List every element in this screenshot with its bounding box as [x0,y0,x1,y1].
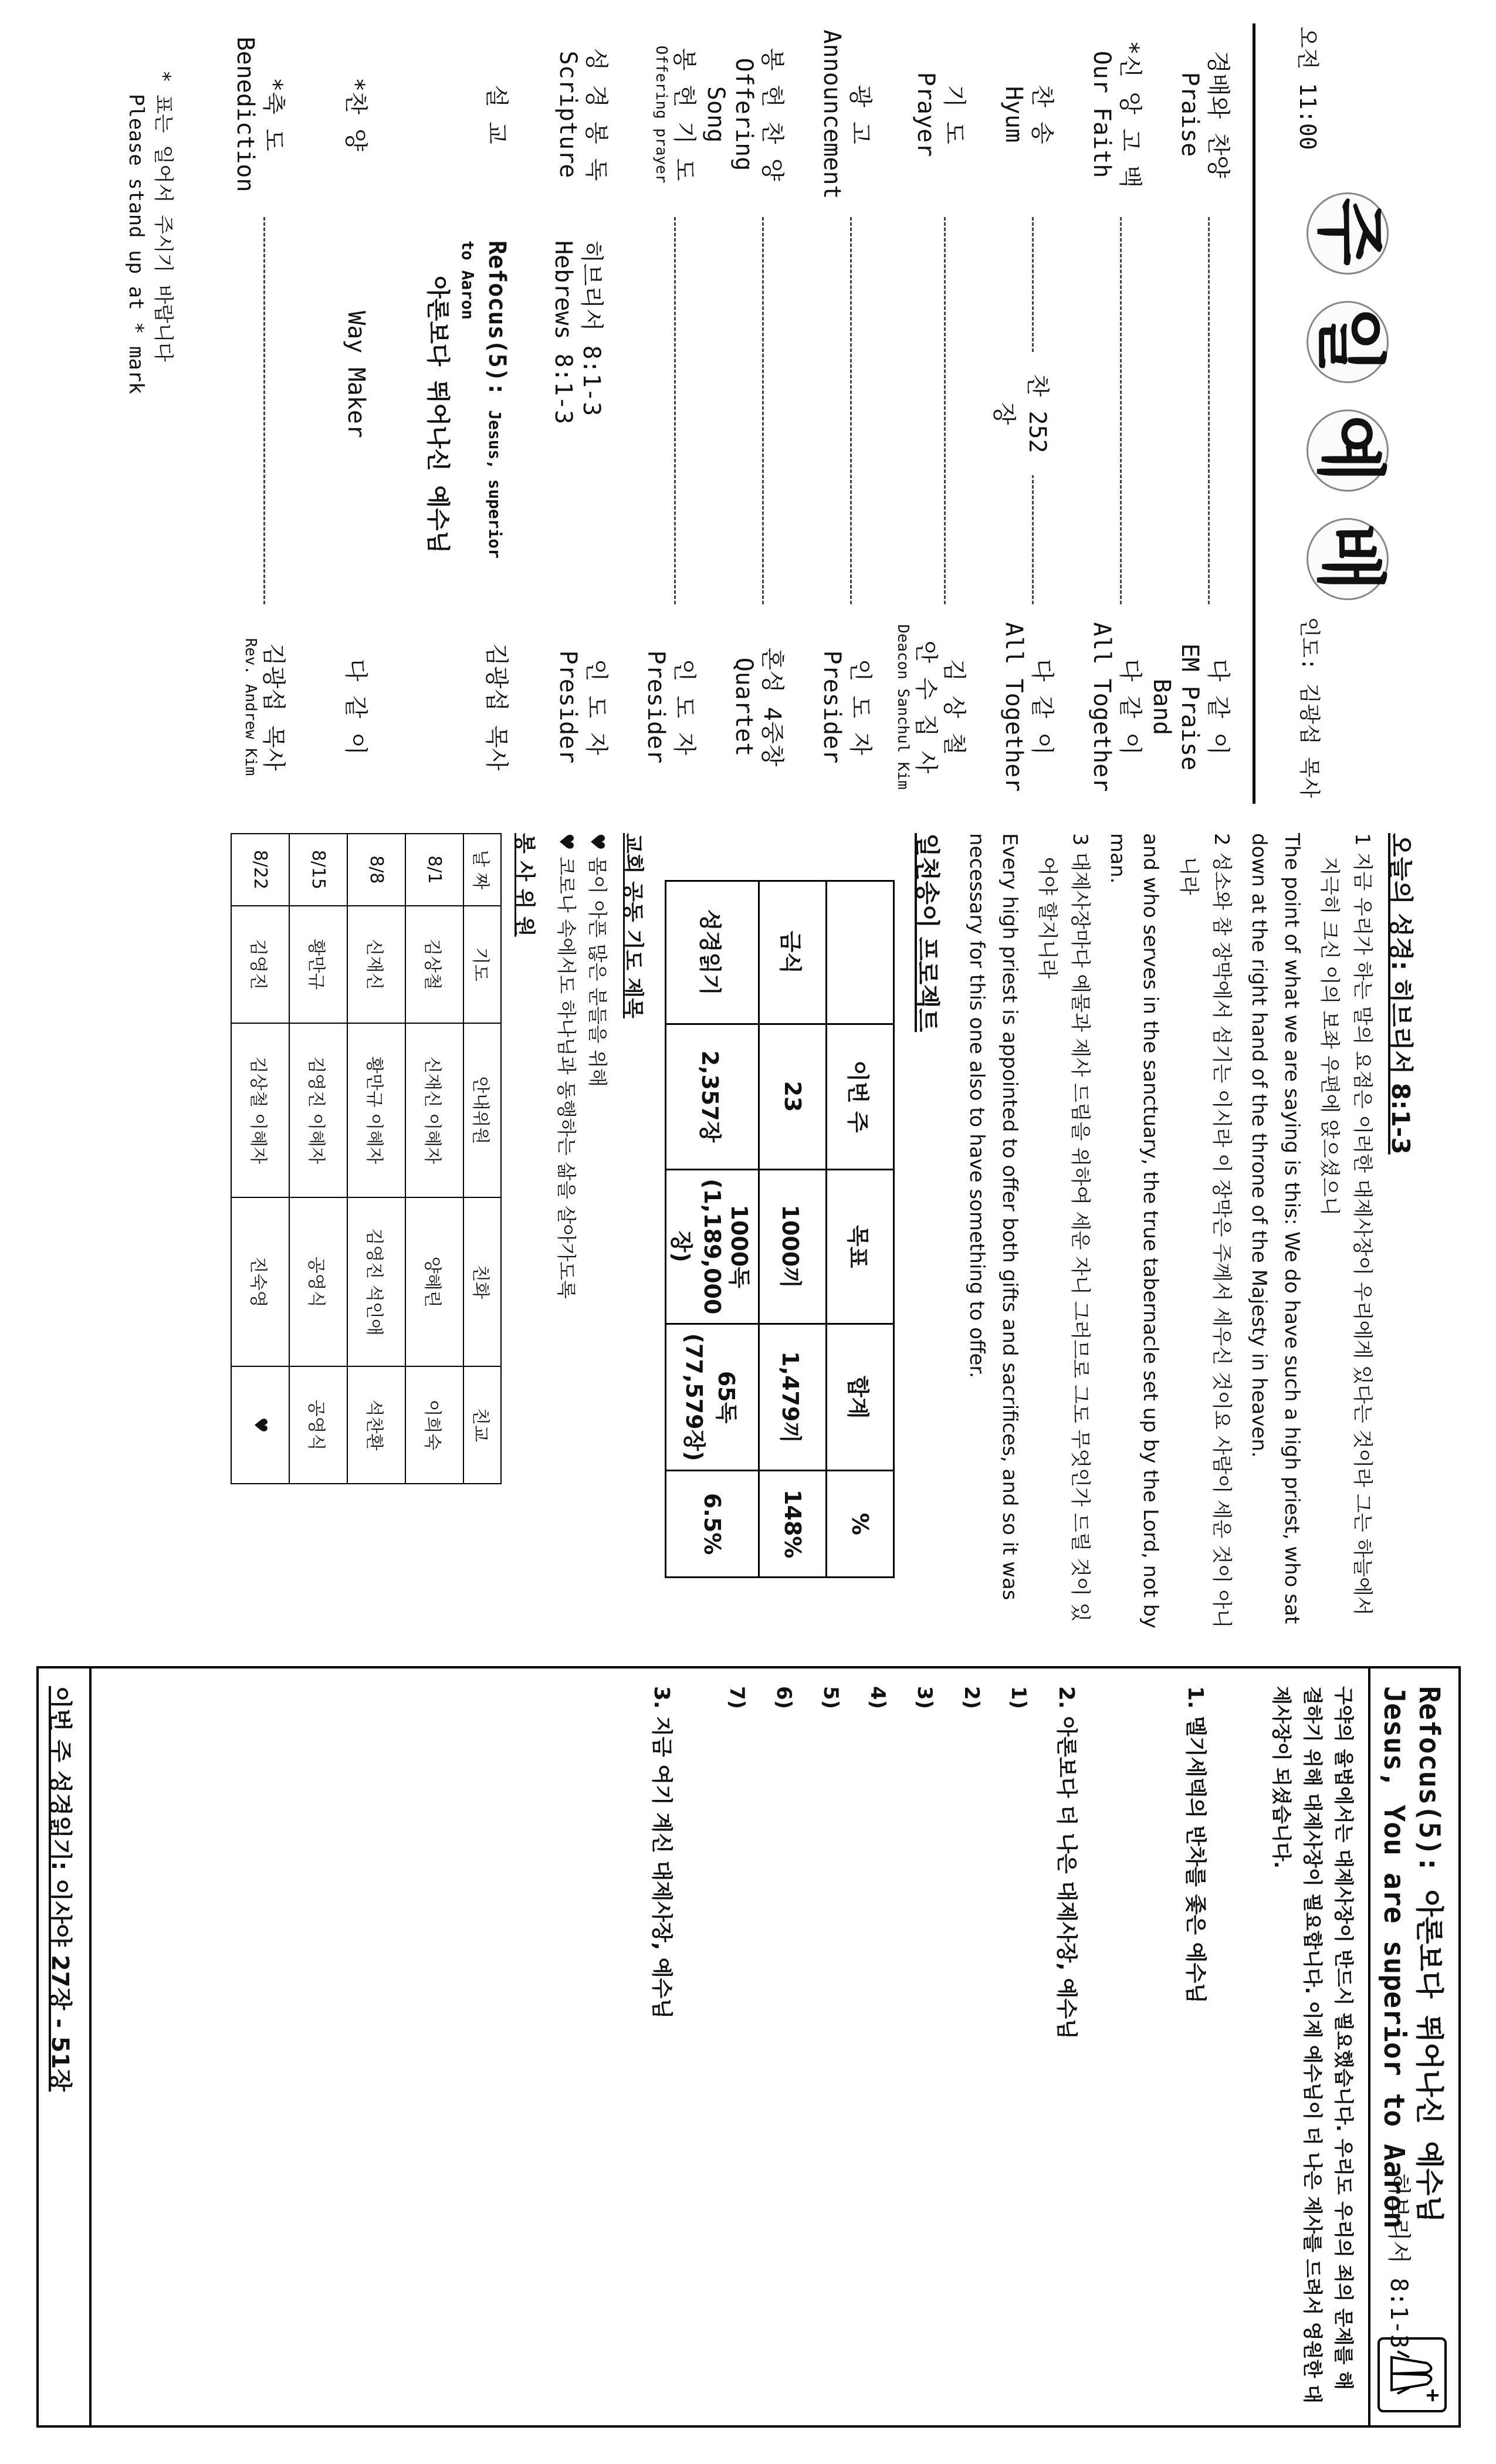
leader-dots [674,217,676,604]
sermon-title: Refocus(5): [483,241,510,396]
point-1: 1. 멜기세덱의 반차를 좇은 예수님 [1183,1686,1207,2003]
order-mid: Way Maker [343,311,370,438]
subpoint: 5) [819,1686,842,1710]
sermon-subtitle-ko: 아론보다 뛰어나신 예수님 [424,276,451,554]
order-label-en: Our Faith [1088,50,1115,178]
order-label: *축 도 [260,77,287,151]
table-header: 안내위원 [463,1023,501,1198]
service-title: 봉 사 위 원 [512,833,536,937]
order-row-offering-prayer [610,23,698,804]
praying-hands-icon [1377,2337,1447,2412]
standing-note [122,70,176,394]
order-right-en: Presider [818,650,845,764]
order-label: 설 교 [483,84,510,144]
table-cell: 6.5% [665,1471,759,1578]
table-cell: 이희숙 [405,1366,463,1484]
table-header: 기도 [463,906,501,1023]
table-cell: 8/22 [231,834,289,906]
order-label: 경배와 찬양 [1204,50,1231,178]
order-label-en: Offering prayer [652,45,670,184]
table-cell: 황만규 [289,906,347,1023]
list-item [554,833,581,1631]
table-cell: ♥ [231,1366,289,1484]
order-label: *신 앙 고 백 [1116,40,1143,188]
order-row-benediction [199,23,287,804]
worship-order-panel [18,23,1402,804]
sermon-notes-panel [29,1666,1461,2429]
verse-2-ko: 2 성소와 참 장막에서 섬기는 이시라 이 장막은 주께서 세우신 것이요 사람이 세운 것이 아니니라 [1176,833,1233,1629]
table-cell: 석찬환 [347,1366,405,1484]
leader-dots [1208,217,1210,604]
order-right-en: All Together [1088,622,1115,792]
point-3: 3. 지금 여기 계신 대제사장, 예수님 [649,1686,673,2019]
table-row [405,834,463,1484]
title-char: 주 [1299,182,1399,282]
leader-dots [944,217,946,604]
info-panel [23,833,1420,1631]
table-row [289,834,347,1484]
table-cell: 1,479끼 [759,1324,826,1470]
table-cell: 성경읽기 [665,881,759,1024]
order-right: 다 같 이 [1116,658,1143,756]
divider [1253,23,1255,804]
scripture-text [960,833,1379,1631]
order-right: 다 같 이 [1028,658,1055,756]
table-row [665,881,759,1578]
standing-note-en: Please stand up at * mark [124,94,148,394]
order-label-en: Praise [1176,72,1203,157]
scripture-title: 오늘의 성경: 히브리서 8:1-3 [1386,833,1415,1155]
order-label: 광 고 [847,84,874,144]
table-cell: 공영식 [289,1366,347,1484]
table-header: % [826,1471,893,1578]
point-2: 2. 아론보다 더 나은 대제사장, 예수님 [1054,1686,1078,2039]
order-row-sermon [393,23,510,804]
table-header: 친교 [463,1366,501,1484]
verse-2-en: and who serves in the sanctuary, the true tabernacle set up by the Lord, not by man. [1106,833,1163,1629]
order-row-faith [1056,23,1144,804]
order-right: 인 도 자 [847,658,874,756]
table-cell: 8/8 [347,834,405,906]
weekly-reading [35,1668,92,2425]
table-cell: 양혜린 [405,1197,463,1366]
table-cell: 신재신 이혜자 [405,1023,463,1198]
prayer-text: 몸이 아픈 많은 분들을 위해 [585,857,609,1087]
order-right: 김광섭 목사 [483,643,510,771]
order-mid-en: Hebrews 8:1-3 [550,241,577,425]
table-header: 친화 [463,1197,501,1366]
table-header: 날 짜 [463,834,501,906]
order-label-en: Announcement [818,29,845,199]
order-label: 찬 송 [1028,84,1055,144]
order-label-en: Prayer [912,72,939,157]
table-cell: 김영진 석인애 [347,1197,405,1366]
heart-icon: ♥ [554,833,578,851]
project-title: 일천송이 프로젝트 [912,833,942,1033]
subpoint: 3) [913,1686,936,1710]
notes-title-en: Jesus, You are superior to Aaron [1377,1686,1410,2229]
table-row [463,834,501,1484]
prayer-text: 코로나 속에서도 하나님과 동행하는 삶을 살아가도록 [554,857,578,1299]
order-right: 다 같 이 [1204,658,1231,756]
subpoint: 2) [960,1686,983,1710]
table-header [826,881,893,1024]
table-row [759,881,826,1578]
table-row [231,834,289,1484]
notes-reference: 히브리서 8:1-3 [1385,2173,1412,2349]
prayer-title: 교회 공동 기도 제목 [620,833,645,1018]
leader-dots [263,217,265,604]
table-cell: 2,357장 [665,1024,759,1169]
divider [1368,1668,1370,2425]
table-cell: 8/15 [289,834,347,906]
notes-title-ko: Refocus(5): 아론보다 뛰어나신 예수님 [1413,1686,1446,2223]
order-row-announcement [786,23,874,804]
leader-dots [850,217,852,604]
order-row-praise [1144,23,1232,804]
table-header: 목표 [826,1169,893,1324]
table-cell: 8/1 [405,834,463,906]
order-row-scripture [522,23,610,804]
sermon-subtitle-en: Jesus, superior to Aaron [458,241,505,559]
table-row [826,881,893,1578]
table-cell: 1000끼 [759,1169,826,1324]
notes-intro: 구약의 율법에서는 대제사장이 반드시 필요했습니다. 우리도 우리의 죄의 문제를 해결하기 위해 대제사장이 필요합니다. 이제 예수님이 더 나은 제사를 드려서 영원한 대제사장이 되셨습니다. [1270,1686,1355,2404]
order-right: 김광섭 목사 [260,643,287,771]
order-right: 혼성 4중창 [759,647,786,767]
order-label: 성 경 봉 독 [583,48,610,181]
verse-1-en: The point of what we are saying is this: We do have such a high priest, who sat down at the right hand of the throne of the Majesty in heaven. [1247,833,1304,1624]
title-char: 예 [1299,399,1399,499]
order-label-en: Hyum [1000,86,1027,143]
table-cell: 65독 (77,579장) [665,1324,759,1470]
table-cell: 김상철 이혜자 [231,1023,289,1198]
bulletin-title [1291,182,1402,604]
order-row-hymn [968,23,1056,804]
order-right-en: All Together [1000,622,1027,792]
table-cell: 148% [759,1471,826,1578]
order-mid: 찬 252 장 [989,352,1056,475]
notes-title [1376,1686,1447,2229]
table-cell: 금식 [759,881,826,1024]
order-right: 다 같 이 [342,658,369,756]
verse-1-ko: 1 지금 우리가 하는 말의 요점은 이러한 대제사장이 우리에게 있다는 것이라 그는 하늘에서 지극히 크신 이의 보좌 우편에 앉으셨으니 [1317,833,1374,1616]
order-right-en2: Deacon Sanchul Kim [894,624,912,790]
table-cell: 김영진 이혜자 [289,1023,347,1198]
leader-dots [1120,217,1122,604]
table-cell: 공영식 [289,1197,347,1366]
table-cell: 김영진 [231,906,289,1023]
list-item [585,833,612,1631]
order-right: 인 도 자 [671,658,698,756]
order-right-en: EM Praise Band [1148,643,1203,771]
sermon-notes-box [36,1666,1461,2428]
order-label-en: Offering Song [702,57,757,171]
table-header: 합계 [826,1324,893,1470]
order-label: 봉 헌 찬 양 [759,48,786,181]
table-header: 이번 주 [826,1024,893,1169]
order-row-song [282,23,370,804]
order-right-en: Presider [554,650,581,764]
table-cell: 김상철 [405,906,463,1023]
table-cell: 진숙영 [231,1197,289,1366]
weekly-reading-text: 이번 주 성경읽기: 이사야 27장 - 51장 [46,1686,73,2092]
order-right-en: Presider [642,650,669,764]
service-table [231,833,502,1484]
table-cell: 23 [759,1024,826,1169]
table-row [347,834,405,1484]
prayer-list [554,833,612,1631]
order-right-en: Quartet [730,657,757,757]
verse-3-ko: 3 대제사장마다 예물과 제사 드림을 위하여 세운 자니 그러므로 그도 무엇인가 드릴 것이 있어야 할지니라 [1035,833,1092,1622]
order-label: 봉 헌 기 도 [671,48,698,181]
order-label: 기 도 [940,84,967,144]
heart-icon: ♥ [585,833,609,851]
title-char: 배 [1299,507,1399,607]
subpoint: 4) [866,1686,889,1710]
subpoint: 6) [772,1686,796,1710]
title-char: 일 [1299,290,1399,390]
order-label: *찬 양 [342,77,369,151]
service-leader: 인도: 김광섭 목사 [1297,617,1321,798]
order-right-en: 안 수 집 사 [912,640,939,774]
service-time: 오전 11:00 [1295,26,1321,150]
order-right-en: Rev. Andrew Kim [242,638,259,776]
subpoint: 7) [725,1686,749,1710]
subpoint: 1) [1007,1686,1030,1710]
table-cell: 황만규 이혜자 [347,1023,405,1198]
order-right: 김 상 철 [940,658,967,756]
table-cell: 신재신 [347,906,405,1023]
table-cell: 1000독 (1,189,000장) [665,1169,759,1324]
leader-dots [762,217,764,604]
order-row-prayer [880,23,968,804]
project-table [665,880,895,1578]
order-row-offering-song [698,23,786,804]
order-mid: 히브리서 8:1-3 [578,241,605,417]
standing-note-ko: * 표는 일어서 주시기 바랍니다 [151,70,175,362]
order-label-en: Scripture [554,50,581,178]
order-label-en: Benediction [232,36,259,192]
order-right: 인 도 자 [583,658,610,756]
verse-3-en: Every high priest is appointed to offer both gifts and sacrifices, and so it was necessary for this one also to have something to offer. [964,833,1022,1600]
